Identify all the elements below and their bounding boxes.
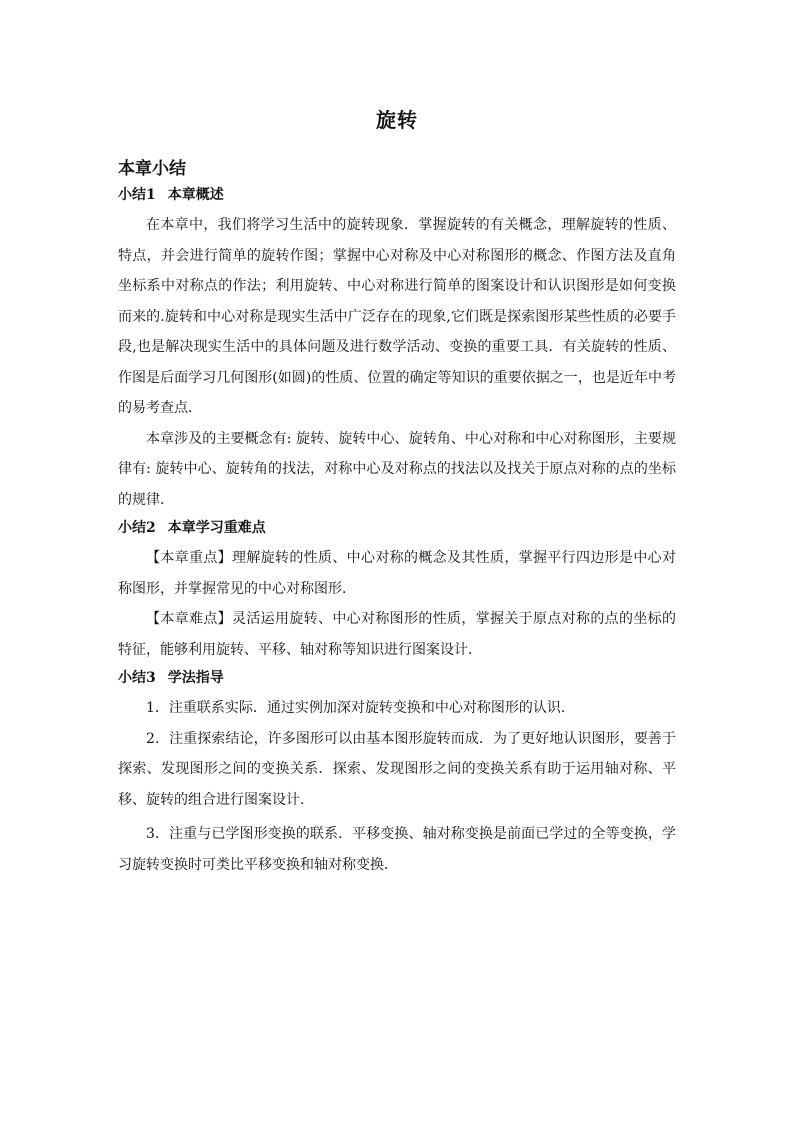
section-heading	[118, 182, 676, 208]
list-item: 2．注重探索结论，许多图形可以由基本图形旋转而成．为了更好地认识图形，要善于探索、发现图形之间的变换关系．探索、发现图形之间的变换关系有助于运用轴对称、平移、旋转的组合进行图案设计．	[118, 730, 676, 808]
section-overview	[118, 182, 676, 515]
list-item: 3．注重与已学图形变换的联系．平移变换、轴对称变换是前面已学过的全等变换，学习旋转变换时可类比平移变换和轴对称变换．	[118, 826, 676, 873]
paragraph: 本章涉及的主要概念有: 旋转、旋转中心、旋转角、中心对称和中心对称图形，主要规律有: 旋转中心、旋转角的找法，对称中心及对称点的找法以及找关于原点对称的点的坐标的规律．	[118, 430, 676, 508]
section-number: 小结3	[118, 670, 156, 686]
paragraph: 在本章中，我们将学习生活中的旋转现象．掌握旋转的有关概念，理解旋转的性质、特点，并会进行简单的旋转作图；掌握中心对称及中心对称图形的概念、作图方法及直角坐标系中对称点的作法；利用旋转、中心对称进行简单的图案设计和认识图形是如何变换而来的.旋转和中心对称是现实生活中广泛存在的现象,它们既是探索图形某些性质的必要手段,也是解决现实生活中的具体问题及进行数学活动、变换的重要工具．有关旋转的性质、作图是后面学习几何图形(如圆)的性质、位置的确定等知识的重要依据之一，也是近年中考的易考查点．	[118, 217, 676, 416]
document-body	[118, 182, 676, 880]
section-title: 学法指导	[167, 670, 224, 686]
document-title: 旋转	[376, 108, 418, 132]
section-title: 本章学习重难点	[167, 520, 266, 536]
section-heading	[118, 515, 676, 541]
paragraph: 【本章难点】灵活运用旋转、中心对称图形的性质，掌握关于原点对称的点的坐标的特征，能够利用旋转、平移、轴对称等知识进行图案设计．	[118, 611, 676, 658]
section-study-guide	[118, 665, 676, 880]
section-number: 小结2	[118, 520, 156, 536]
chapter-heading: 本章小结	[118, 159, 186, 179]
paragraph: 【本章重点】理解旋转的性质、中心对称的概念及其性质，掌握平行四边形是中心对称图形，并掌握常见的中心对称图形．	[118, 550, 676, 597]
section-title: 本章概述	[167, 187, 224, 203]
list-item: 1．注重联系实际．通过实例加深对旋转变换和中心对称图形的认识．	[146, 700, 575, 716]
section-number: 小结1	[118, 187, 156, 203]
section-heading	[118, 665, 676, 691]
section-key-points	[118, 515, 676, 665]
